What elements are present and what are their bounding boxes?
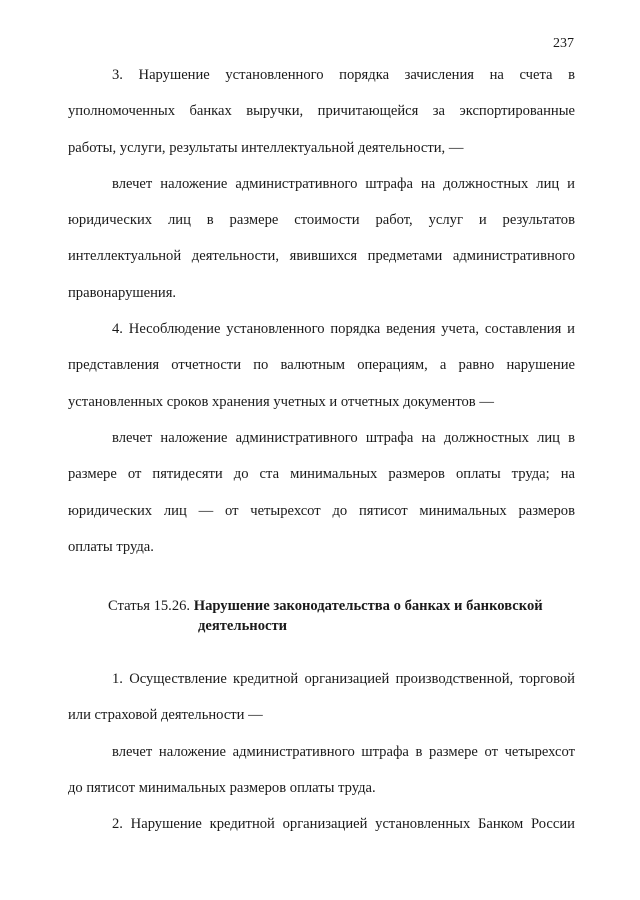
text-line: юридических лиц в размере стоимости работ, услуг и результатов: [68, 212, 575, 229]
text-line: работы, услуги, результаты интеллектуальной деятельности, —: [68, 139, 464, 156]
text-line: или страховой деятельности —: [68, 707, 263, 724]
paragraph-penalty-4: [68, 420, 575, 565]
article-title-continued: деятельности: [198, 618, 288, 634]
text-line: до пятисот минимальных размеров оплаты труда.: [68, 779, 376, 796]
article-number: Статья 15.26.: [108, 598, 191, 614]
text-line: представления отчетности по валютным операциям, а равно нарушение: [68, 357, 575, 374]
section-lower: [68, 661, 575, 842]
section-upper: [68, 57, 575, 565]
article-heading: [108, 596, 578, 636]
text-line: 1. Осуществление кредитной организацией производственной, торговой: [112, 671, 575, 687]
paragraph-article-item-1: [68, 661, 575, 734]
text-line: 3. Нарушение установленного порядка зачисления на счета в: [112, 67, 575, 83]
paragraph-article-item-2: [68, 806, 575, 842]
text-line: влечет наложение административного штрафа на должностных лиц в: [112, 429, 575, 446]
text-line: 2. Нарушение кредитной организацией установленных Банком России: [112, 816, 575, 833]
text-line: установленных сроков хранения учетных и отчетных документов —: [68, 393, 494, 410]
page-number: 237: [553, 36, 574, 51]
article-title: Нарушение законодательства о банках и банковской: [193, 598, 543, 614]
text-line: размере от пятидесяти до ста минимальных размеров оплаты труда; на: [68, 466, 575, 483]
text-line: 4. Несоблюдение установленного порядка ведения учета, составления и: [112, 321, 575, 338]
text-line: оплаты труда.: [68, 538, 154, 555]
text-line: уполномоченных банках выручки, причитающейся за экспортированные: [68, 103, 575, 120]
paragraph-item-3: [68, 57, 575, 166]
paragraph-item-4: [68, 311, 575, 420]
paragraph-penalty-3: [68, 166, 575, 311]
text-line: влечет наложение административного штрафа в размере от четырехсот: [112, 743, 575, 760]
paragraph-article-penalty-1: [68, 734, 575, 807]
text-line: влечет наложение административного штрафа на должностных лиц и: [112, 175, 575, 192]
text-line: правонарушения.: [68, 284, 177, 301]
text-line: интеллектуальной деятельности, явившихся предметами административного: [68, 248, 575, 265]
text-line: юридических лиц — от четырехсот до пятисот минимальных размеров: [68, 502, 575, 519]
